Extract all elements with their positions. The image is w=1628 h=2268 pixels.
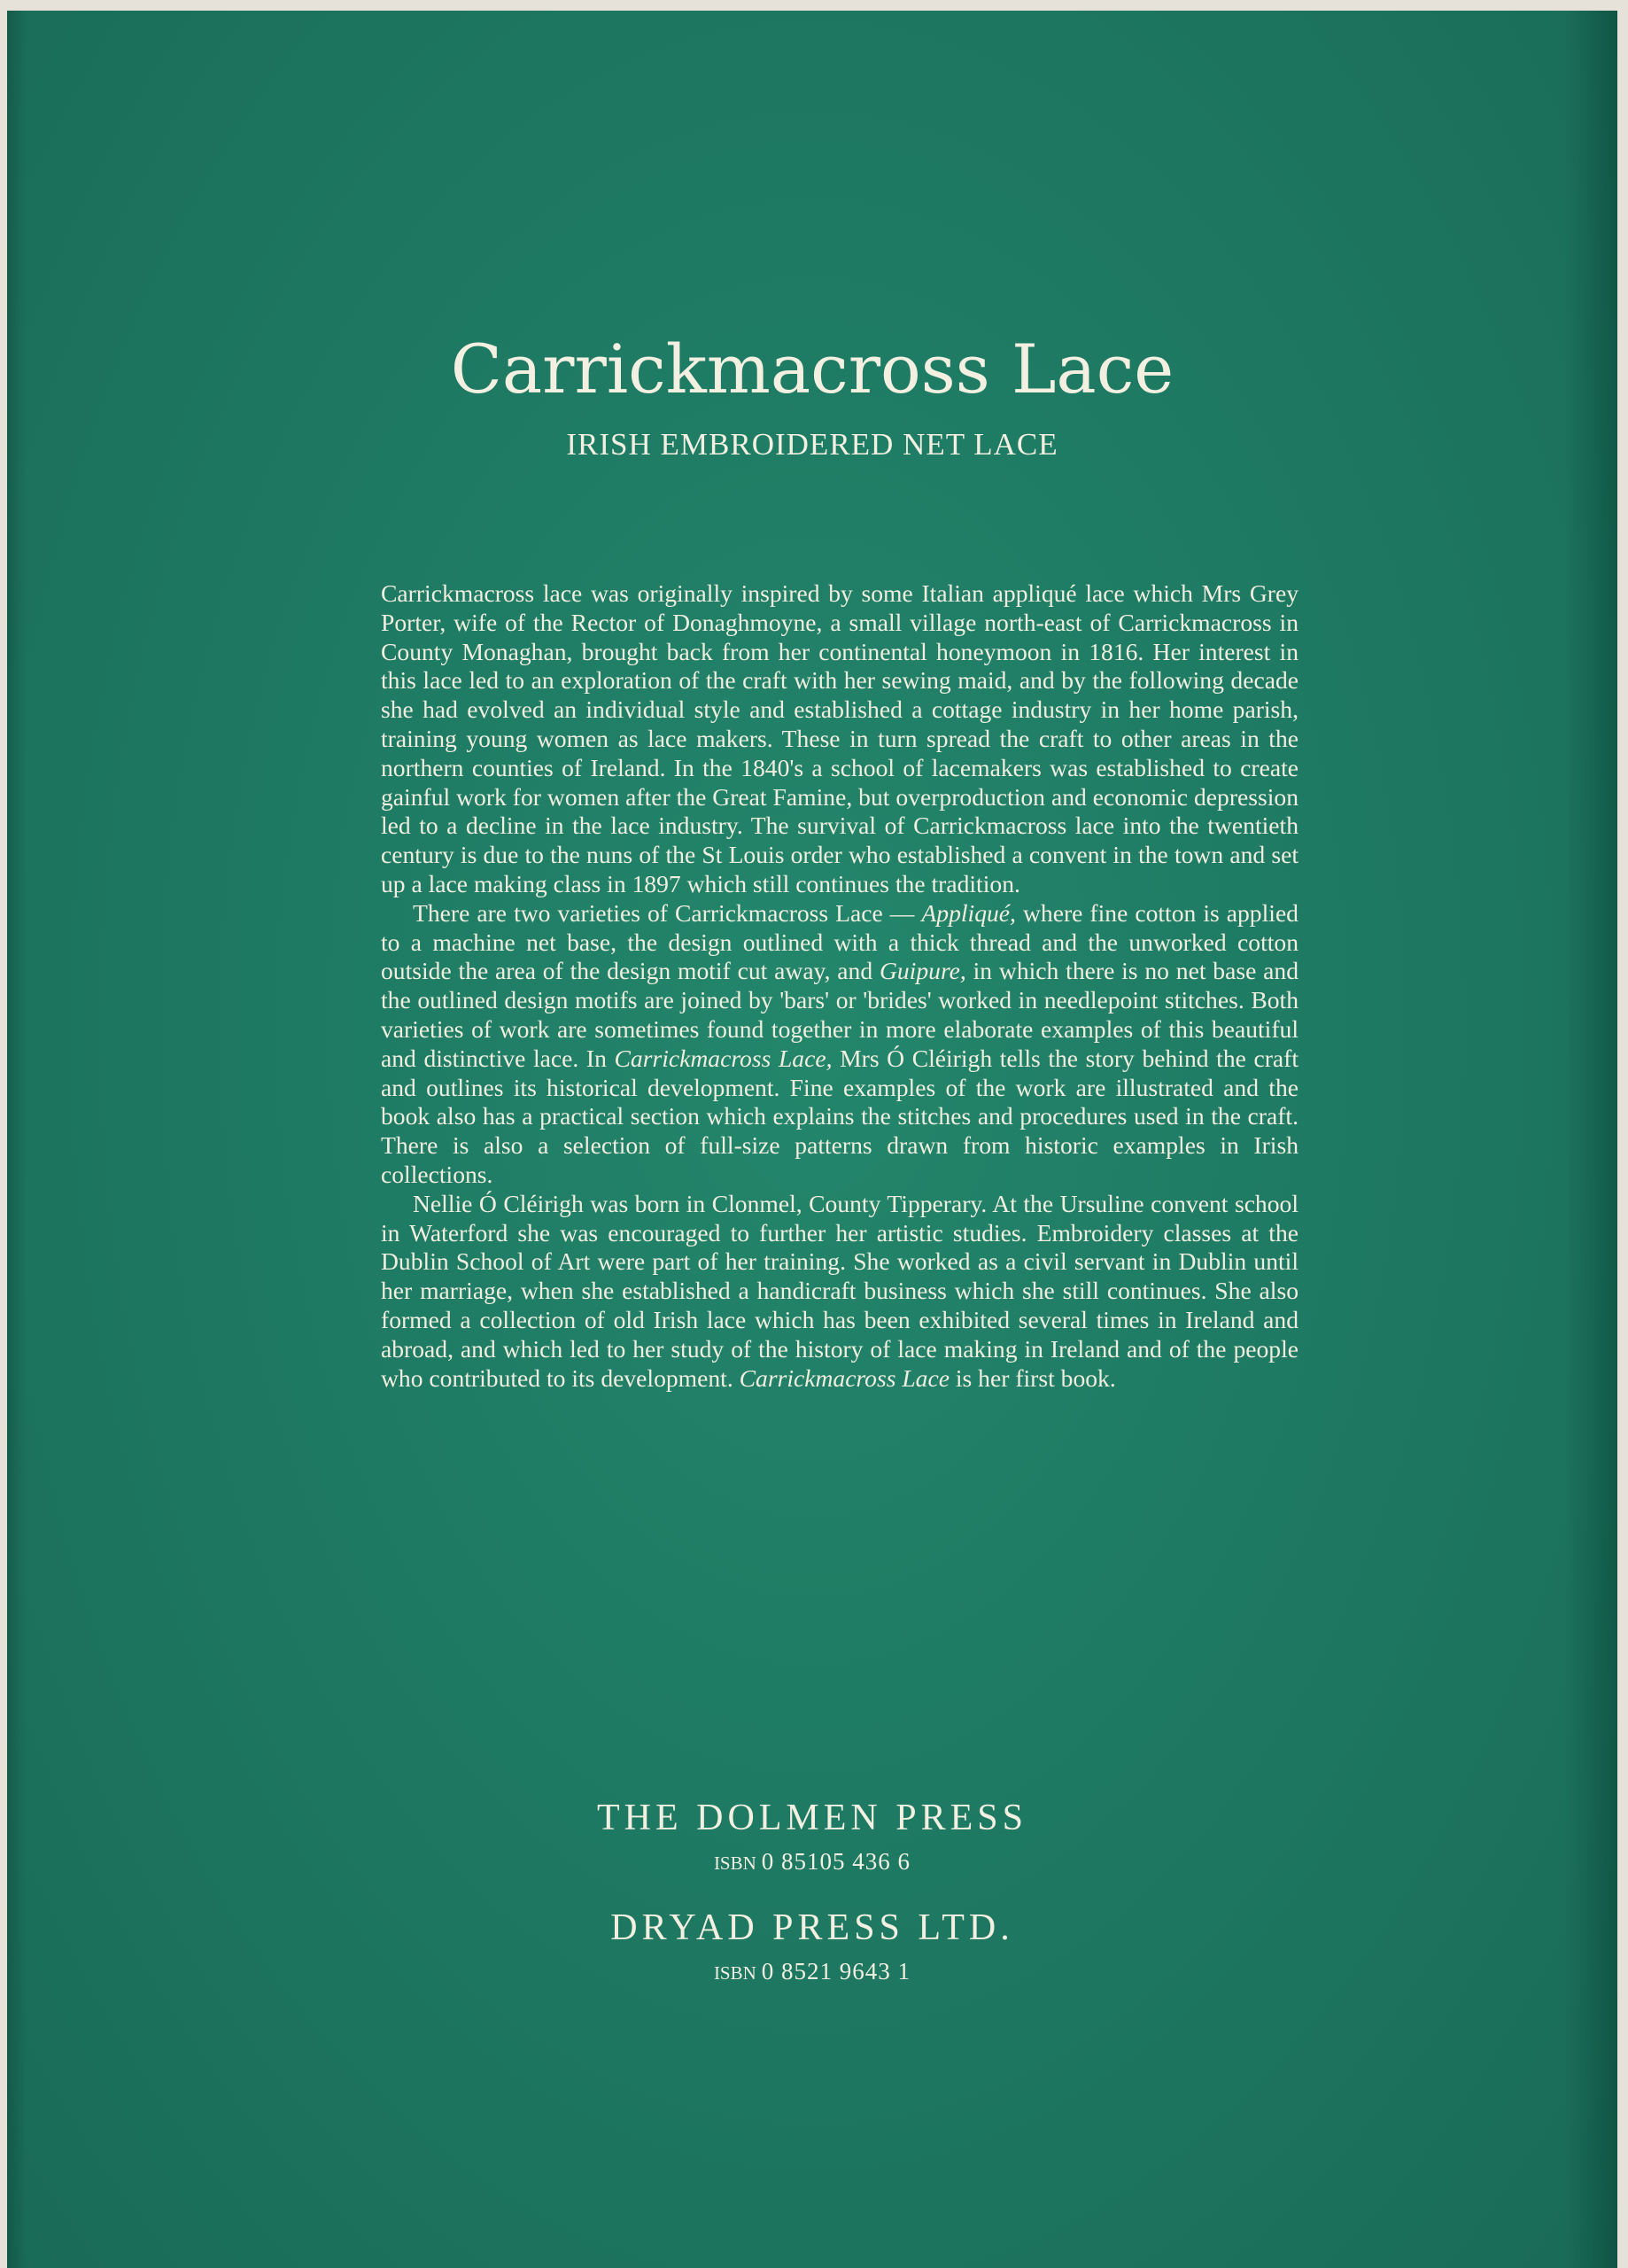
blurb-paragraph-author: [381, 1190, 1299, 1394]
blurb-text-run: There are two varieties of Carrickmacross Lace —: [413, 898, 922, 927]
blurb-text-run: is her first book.: [949, 1363, 1116, 1392]
book-title-inline: Carrickmacross Lace,: [614, 1044, 833, 1072]
isbn-number: 0 85105 436 6: [761, 1848, 911, 1875]
blurb-paragraph-history: Carrickmacross lace was originally inspired by some Italian appliqué lace which Mrs Grey Porter, wife of the Rector of Donaghmoyne, a small village north-east of Carrickmacross in County Monaghan, brought back from her continental honeymoon in 1816. Her interest in this lace led to an exploration of the craft with her sewing maid, and by the following decade she had evolved an individual style and established a cottage industry in her home parish, training young women as lace makers. These in turn spread the craft to other areas in the northern counties of Ireland. In the 1840's a school of lacemakers was established to create gainful work for women after the Great Famine, but overproduction and economic depression led to a decline in the lace industry. The survival of Carrickmacross lace into the twentieth century is due to the nuns of the St Louis order who established a convent in the town and set up a lace making class in 1897 which still continues the tradition.: [381, 579, 1299, 897]
book-title-inline: Carrickmacross Lace: [739, 1363, 950, 1392]
isbn-dolmen: [7, 1848, 1617, 1876]
book-back-cover: [7, 11, 1617, 2268]
blurb-paragraph-varieties: [381, 899, 1299, 1190]
isbn-number: 0 8521 9643 1: [761, 1958, 911, 1984]
book-title: Carrickmacross Lace: [450, 330, 1174, 408]
blurb-text: [381, 579, 1299, 1393]
isbn-label: ISBN: [713, 1962, 756, 1984]
isbn-label: ISBN: [713, 1852, 756, 1874]
blurb-text-run: in which there is no net base and the outlined design motifs are joined by 'bars' or 'brides' worked in needlepoint stitches. Both varieties of work are sometimes found together in more elaborate examples of this beautiful and distinctive lace. In: [381, 957, 1299, 1072]
publisher-dolmen: THE DOLMEN PRESS: [596, 1798, 1028, 1838]
publisher-dryad: DRYAD PRESS LTD.: [610, 1907, 1014, 1948]
isbn-dryad: [7, 1958, 1617, 1985]
blurb-text-run: where fine cotton is applied to a machine net base, the design outlined with a thick thread and the unworked cotton outside the area of the design motif cut away, and: [381, 898, 1299, 985]
term-applique: Appliqué,: [921, 898, 1016, 927]
book-subtitle: IRISH EMBROIDERED NET LACE: [566, 427, 1058, 462]
term-guipure: Guipure,: [879, 957, 966, 985]
blurb-text-run: Nellie Ó Cléirigh was born in Clonmel, County Tipperary. At the Ursuline convent school in Waterford she was encouraged to further her artistic studies. Embroidery classes at the Dublin School of Art were part of her training. She worked as a civil servant in Dublin until her marriage, when she established a handicraft business which she still continues. She also formed a collection of old Irish lace which has been exhibited several times in Ireland and abroad, and which led to her study of the history of lace making in Ireland and of the people who contributed to its development.: [381, 1189, 1299, 1392]
blurb-text-run: Mrs Ó Cléirigh tells the story behind the craft and outlines its historical development. Fine examples of the work are illustrated and the book also has a practical section which explains the stitches and procedures used in the craft. There is also a selection of full-size patterns drawn from historic examples in Irish collections.: [381, 1044, 1299, 1188]
